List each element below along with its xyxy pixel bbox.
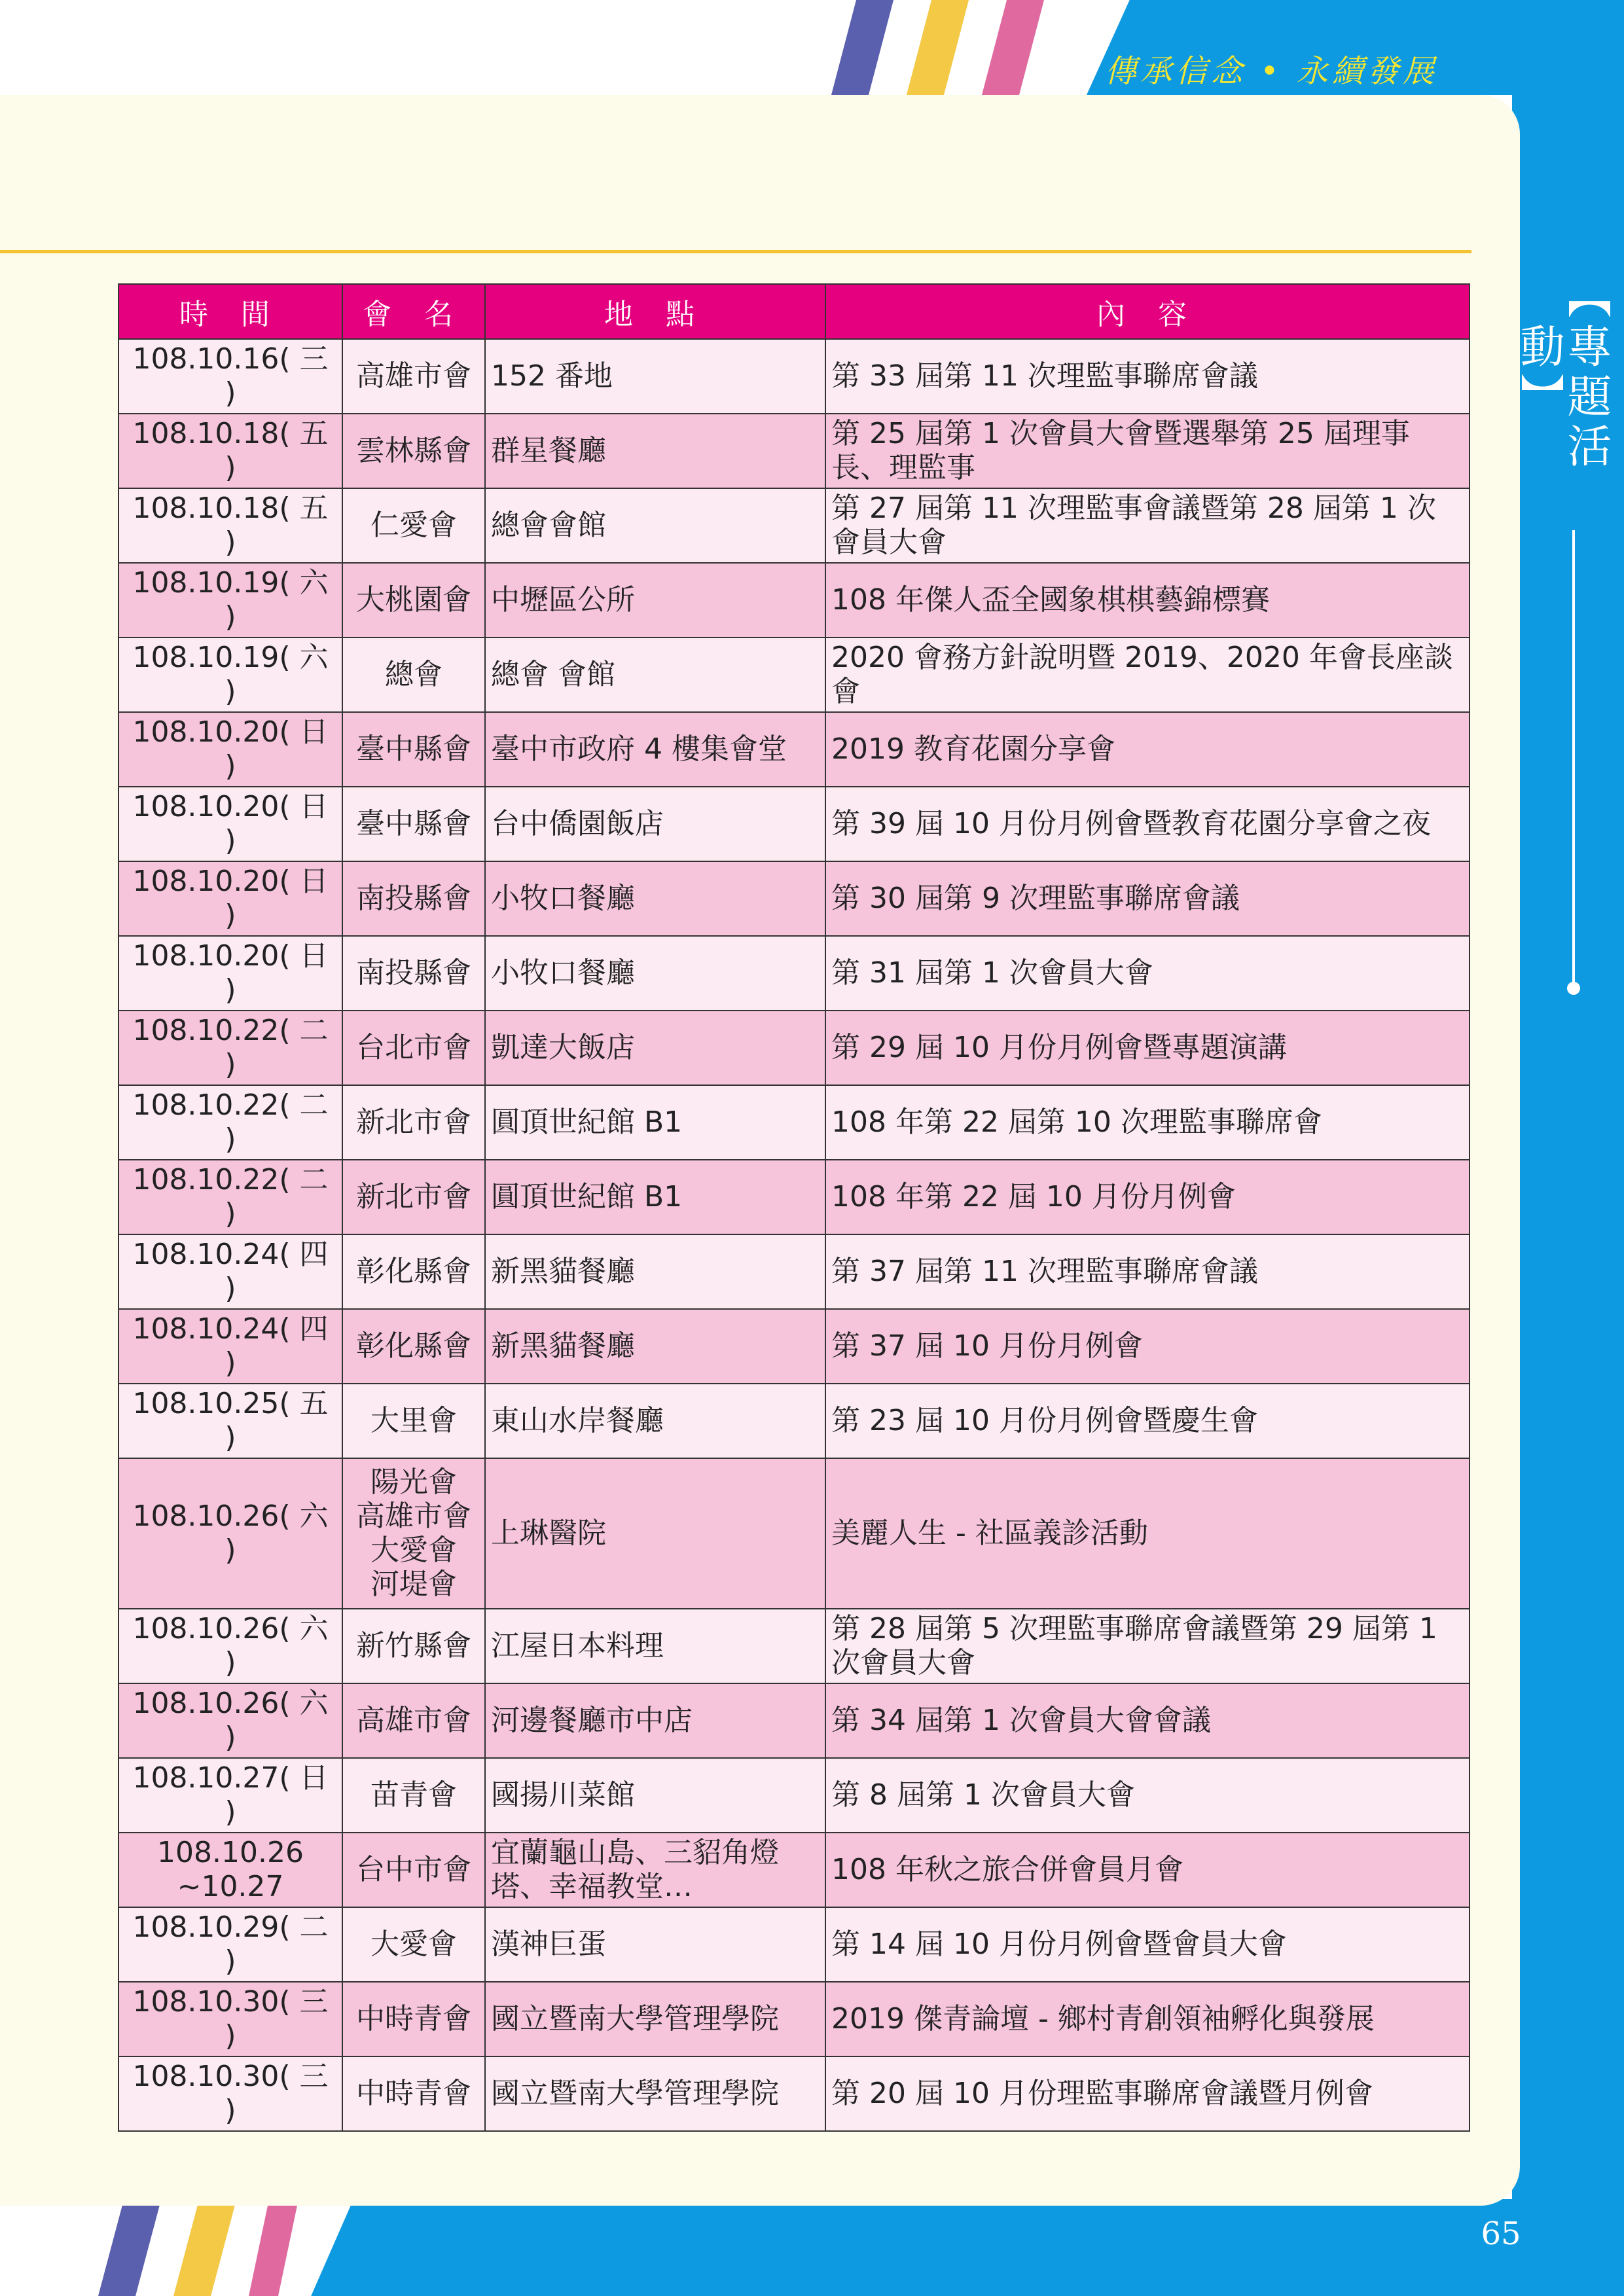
column-header-location: 地 點 bbox=[485, 284, 825, 339]
cell-org: 雲林縣會 bbox=[342, 414, 485, 488]
cell-location: 宜蘭龜山島、三貂角燈塔、幸福教堂… bbox=[485, 1833, 825, 1907]
cell-content: 2019 傑青論壇 - 鄉村青創領袖孵化與發展 bbox=[825, 1982, 1470, 2056]
cell-location: 上琳醫院 bbox=[485, 1458, 825, 1609]
cell-date: 108.10.19( 六 ) bbox=[118, 637, 342, 712]
cell-content: 第 39 屆 10 月份月例會暨教育花園分享會之夜 bbox=[825, 787, 1470, 861]
header-divider-line bbox=[0, 250, 1471, 253]
table-row bbox=[118, 414, 1470, 488]
cell-location: 國立暨南大學管理學院 bbox=[485, 1982, 825, 2056]
cell-org: 臺中縣會 bbox=[342, 712, 485, 787]
page-number: 65 bbox=[1481, 2215, 1521, 2252]
cell-date: 108.10.20( 日 ) bbox=[118, 861, 342, 936]
cell-date: 108.10.26 ~10.27 bbox=[118, 1833, 342, 1907]
cell-date: 108.10.26( 六 ) bbox=[118, 1609, 342, 1683]
cell-content: 美麗人生 - 社區義診活動 bbox=[825, 1458, 1470, 1609]
cell-date: 108.10.16( 三 ) bbox=[118, 339, 342, 414]
cell-location: 凱達大飯店 bbox=[485, 1011, 825, 1085]
table-row bbox=[118, 936, 1470, 1011]
cell-org: 台中市會 bbox=[342, 1833, 485, 1907]
cell-location: 圓頂世紀館 B1 bbox=[485, 1085, 825, 1160]
table-row bbox=[118, 1085, 1470, 1160]
cell-location: 江屋日本料理 bbox=[485, 1609, 825, 1683]
table-row bbox=[118, 1458, 1470, 1609]
cell-location: 總會會館 bbox=[485, 488, 825, 563]
cell-location: 小牧口餐廳 bbox=[485, 936, 825, 1011]
cell-content: 第 29 屆 10 月份月例會暨專題演講 bbox=[825, 1011, 1470, 1085]
cell-org: 苗青會 bbox=[342, 1758, 485, 1833]
cell-org: 臺中縣會 bbox=[342, 787, 485, 861]
cell-org: 高雄市會 bbox=[342, 1683, 485, 1758]
cell-date: 108.10.29( 二 ) bbox=[118, 1907, 342, 1982]
cell-location: 中壢區公所 bbox=[485, 563, 825, 637]
cell-content: 第 30 屆第 9 次理監事聯席會議 bbox=[825, 861, 1470, 936]
cell-content: 108 年第 22 屆 10 月份月例會 bbox=[825, 1160, 1470, 1234]
cell-date: 108.10.20( 日 ) bbox=[118, 712, 342, 787]
section-title: 【專題活動】 bbox=[1513, 274, 1612, 473]
section-title-dot bbox=[1567, 982, 1580, 995]
table-row bbox=[118, 563, 1470, 637]
cell-content: 第 25 屆第 1 次會員大會暨選舉第 25 屆理事長、理監事 bbox=[825, 414, 1470, 488]
cell-org: 仁愛會 bbox=[342, 488, 485, 563]
cell-org: 南投縣會 bbox=[342, 936, 485, 1011]
table-row bbox=[118, 861, 1470, 936]
header-slogan: 傳承信念 • 永續發展 bbox=[1105, 53, 1438, 90]
cell-date: 108.10.22( 二 ) bbox=[118, 1085, 342, 1160]
table-row bbox=[118, 1309, 1470, 1384]
cell-location: 東山水岸餐廳 bbox=[485, 1384, 825, 1458]
table-row bbox=[118, 1234, 1470, 1309]
table-row bbox=[118, 1833, 1470, 1907]
cell-date: 108.10.30( 三 ) bbox=[118, 1982, 342, 2056]
cell-date: 108.10.22( 二 ) bbox=[118, 1011, 342, 1085]
table-row bbox=[118, 1384, 1470, 1458]
cell-location: 河邊餐廳市中店 bbox=[485, 1683, 825, 1758]
cell-org: 大桃園會 bbox=[342, 563, 485, 637]
cell-content: 第 14 屆 10 月份月例會暨會員大會 bbox=[825, 1907, 1470, 1982]
cell-date: 108.10.18( 五 ) bbox=[118, 488, 342, 563]
table-row bbox=[118, 787, 1470, 861]
cell-org: 南投縣會 bbox=[342, 861, 485, 936]
table-row bbox=[118, 2056, 1470, 2131]
table-body bbox=[118, 339, 1470, 2131]
cell-location: 總會 會館 bbox=[485, 637, 825, 712]
cell-content: 第 23 屆 10 月份月例會暨慶生會 bbox=[825, 1384, 1470, 1458]
cell-content: 第 31 屆第 1 次會員大會 bbox=[825, 936, 1470, 1011]
cell-content: 第 27 屆第 11 次理監事會議暨第 28 屆第 1 次會員大會 bbox=[825, 488, 1470, 563]
cell-content: 第 28 屆第 5 次理監事聯席會議暨第 29 屆第 1 次會員大會 bbox=[825, 1609, 1470, 1683]
cell-date: 108.10.19( 六 ) bbox=[118, 563, 342, 637]
cell-org: 總會 bbox=[342, 637, 485, 712]
cell-content: 第 37 屆 10 月份月例會 bbox=[825, 1309, 1470, 1384]
cell-content: 第 37 屆第 11 次理監事聯席會議 bbox=[825, 1234, 1470, 1309]
table-row bbox=[118, 637, 1470, 712]
cell-location: 國立暨南大學管理學院 bbox=[485, 2056, 825, 2131]
table-row bbox=[118, 712, 1470, 787]
table-row bbox=[118, 1609, 1470, 1683]
cell-date: 108.10.25( 五 ) bbox=[118, 1384, 342, 1458]
cell-location: 新黑貓餐廳 bbox=[485, 1234, 825, 1309]
cell-date: 108.10.26( 六 ) bbox=[118, 1683, 342, 1758]
cell-location: 臺中市政府 4 樓集會堂 bbox=[485, 712, 825, 787]
footer-white-strip bbox=[0, 2199, 353, 2296]
cell-date: 108.10.18( 五 ) bbox=[118, 414, 342, 488]
cell-content: 108 年第 22 屆第 10 次理監事聯席會 bbox=[825, 1085, 1470, 1160]
cell-date: 108.10.30( 三 ) bbox=[118, 2056, 342, 2131]
table-row bbox=[118, 1758, 1470, 1833]
cell-date: 108.10.20( 日 ) bbox=[118, 936, 342, 1011]
table-row bbox=[118, 339, 1470, 414]
cell-date: 108.10.24( 四 ) bbox=[118, 1309, 342, 1384]
cell-location: 圓頂世紀館 B1 bbox=[485, 1160, 825, 1234]
table-row bbox=[118, 488, 1470, 563]
cell-content: 2019 教育花園分享會 bbox=[825, 712, 1470, 787]
section-title-line bbox=[1572, 530, 1575, 988]
cell-content: 第 8 屆第 1 次會員大會 bbox=[825, 1758, 1470, 1833]
decorative-stripe-purple bbox=[831, 0, 893, 95]
cell-org: 台北市會 bbox=[342, 1011, 485, 1085]
cell-location: 台中僑園飯店 bbox=[485, 787, 825, 861]
cell-org: 陽光會 高雄市會 大愛會 河堤會 bbox=[342, 1458, 485, 1609]
table-header-row bbox=[118, 284, 1470, 339]
cell-location: 國揚川菜館 bbox=[485, 1758, 825, 1833]
cell-org: 高雄市會 bbox=[342, 339, 485, 414]
cell-date: 108.10.27( 日 ) bbox=[118, 1758, 342, 1833]
cell-org: 新北市會 bbox=[342, 1085, 485, 1160]
cell-content: 第 33 屆第 11 次理監事聯席會議 bbox=[825, 339, 1470, 414]
cell-location: 群星餐廳 bbox=[485, 414, 825, 488]
table-row bbox=[118, 1683, 1470, 1758]
cell-location: 漢神巨蛋 bbox=[485, 1907, 825, 1982]
decorative-stripe-yellow bbox=[907, 0, 969, 95]
cell-org: 大愛會 bbox=[342, 1907, 485, 1982]
cell-org: 彰化縣會 bbox=[342, 1234, 485, 1309]
table-row bbox=[118, 1160, 1470, 1234]
cell-org: 新北市會 bbox=[342, 1160, 485, 1234]
table-row bbox=[118, 1907, 1470, 1982]
cell-org: 彰化縣會 bbox=[342, 1309, 485, 1384]
cell-content: 108 年傑人盃全國象棋棋藝錦標賽 bbox=[825, 563, 1470, 637]
cell-org: 中時青會 bbox=[342, 2056, 485, 2131]
cell-content: 第 34 屆第 1 次會員大會會議 bbox=[825, 1683, 1470, 1758]
cell-location: 新黑貓餐廳 bbox=[485, 1309, 825, 1384]
column-header-date: 時 間 bbox=[118, 284, 342, 339]
decorative-stripe-pink bbox=[982, 0, 1044, 95]
events-table bbox=[118, 283, 1470, 2132]
table-row bbox=[118, 1011, 1470, 1085]
cell-date: 108.10.24( 四 ) bbox=[118, 1234, 342, 1309]
cell-date: 108.10.26( 六 ) bbox=[118, 1458, 342, 1609]
cell-location: 小牧口餐廳 bbox=[485, 861, 825, 936]
cell-org: 大里會 bbox=[342, 1384, 485, 1458]
cell-location: 152 番地 bbox=[485, 339, 825, 414]
cell-content: 108 年秋之旅合併會員月會 bbox=[825, 1833, 1470, 1907]
cell-org: 中時青會 bbox=[342, 1982, 485, 2056]
cell-date: 108.10.20( 日 ) bbox=[118, 787, 342, 861]
column-header-org: 會 名 bbox=[342, 284, 485, 339]
cell-content: 第 20 屆 10 月份理監事聯席會議暨月例會 bbox=[825, 2056, 1470, 2131]
cell-content: 2020 會務方針說明暨 2019、2020 年會長座談會 bbox=[825, 637, 1470, 712]
table-row bbox=[118, 1982, 1470, 2056]
cell-org: 新竹縣會 bbox=[342, 1609, 485, 1683]
cell-date: 108.10.22( 二 ) bbox=[118, 1160, 342, 1234]
column-header-content: 內 容 bbox=[825, 284, 1470, 339]
